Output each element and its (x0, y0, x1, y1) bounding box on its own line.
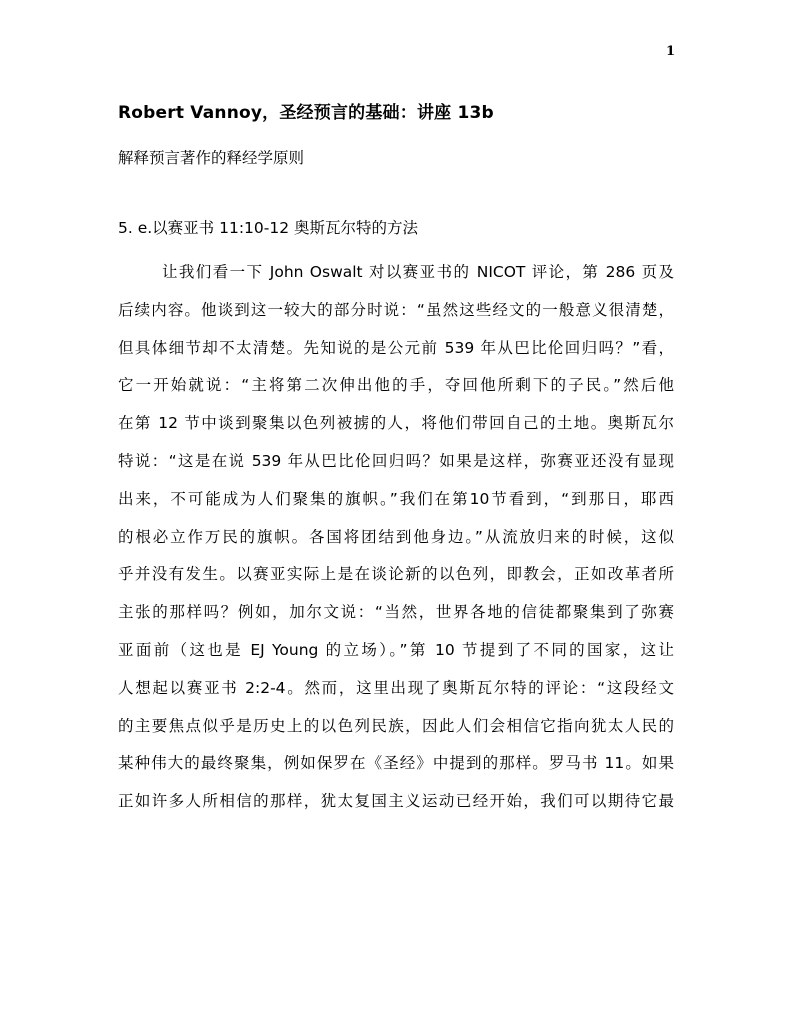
document-subtitle: 解释预言著作的释经学原则 (118, 149, 305, 167)
paragraph-line: 让我们看一下 John Oswalt 对以赛亚书的 NICOT 评论，第 286 页及 (162, 263, 674, 281)
paragraph-line: 人想起以赛亚书 2:2-4。然而，这里出现了奥斯瓦尔特的评论：“这段经文 (118, 678, 674, 697)
paragraph-line: 某种伟大的最终聚集，例如保罗在《圣经》中提到的那样。罗马书 11。如果 (118, 754, 674, 773)
body-paragraph (118, 254, 674, 821)
paragraph-line: 乎并没有发生。以赛亚实际上是在谈论新的以色列，即教会，正如改革者所 (118, 565, 674, 584)
paragraph-line: 在第 12 节中谈到聚集以色列被掳的人，将他们带回自己的土地。奥斯瓦尔 (118, 414, 674, 433)
paragraph-line: 主张的那样吗？例如，加尔文说：“当然，世界各地的信徒都聚集到了弥赛 (118, 603, 674, 622)
paragraph-line: 的主要焦点似乎是历史上的以色列民族，因此人们会相信它指向犹太人民的 (118, 716, 674, 735)
section-heading: 5. e.以赛亚书 11:10-12 奥斯瓦尔特的方法 (118, 219, 419, 237)
document-title: Robert Vannoy，圣经预言的基础：讲座 13b (118, 103, 494, 123)
paragraph-line: 后续内容。他谈到这一较大的部分时说：“虽然这些经文的一般意义很清楚， (118, 300, 674, 319)
paragraph-line: 但具体细节却不太清楚。先知说的是公元前 539 年从巴比伦回归吗？”看， (118, 338, 674, 357)
paragraph-line: 特说：“这是在说 539 年从巴比伦回归吗？如果是这样，弥赛亚还没有显现 (118, 451, 674, 470)
paragraph-line: 出来，不可能成为人们聚集的旗帜。”我们在第10节看到，“到那日，耶西 (118, 489, 674, 508)
paragraph-line: 它一开始就说：“主将第二次伸出他的手，夺回他所剩下的子民。”然后他 (118, 376, 674, 395)
paragraph-line: 正如许多人所相信的那样，犹太复国主义运动已经开始，我们可以期待它最 (118, 792, 674, 811)
paragraph-line: 的根必立作万民的旗帜。各国将团结到他身边。”从流放归来的时候，这似 (118, 527, 674, 546)
page-number: 1 (666, 44, 676, 59)
paragraph-line: 亚面前（这也是 EJ Young 的立场）。”第 10 节提到了不同的国家，这让 (118, 640, 674, 659)
